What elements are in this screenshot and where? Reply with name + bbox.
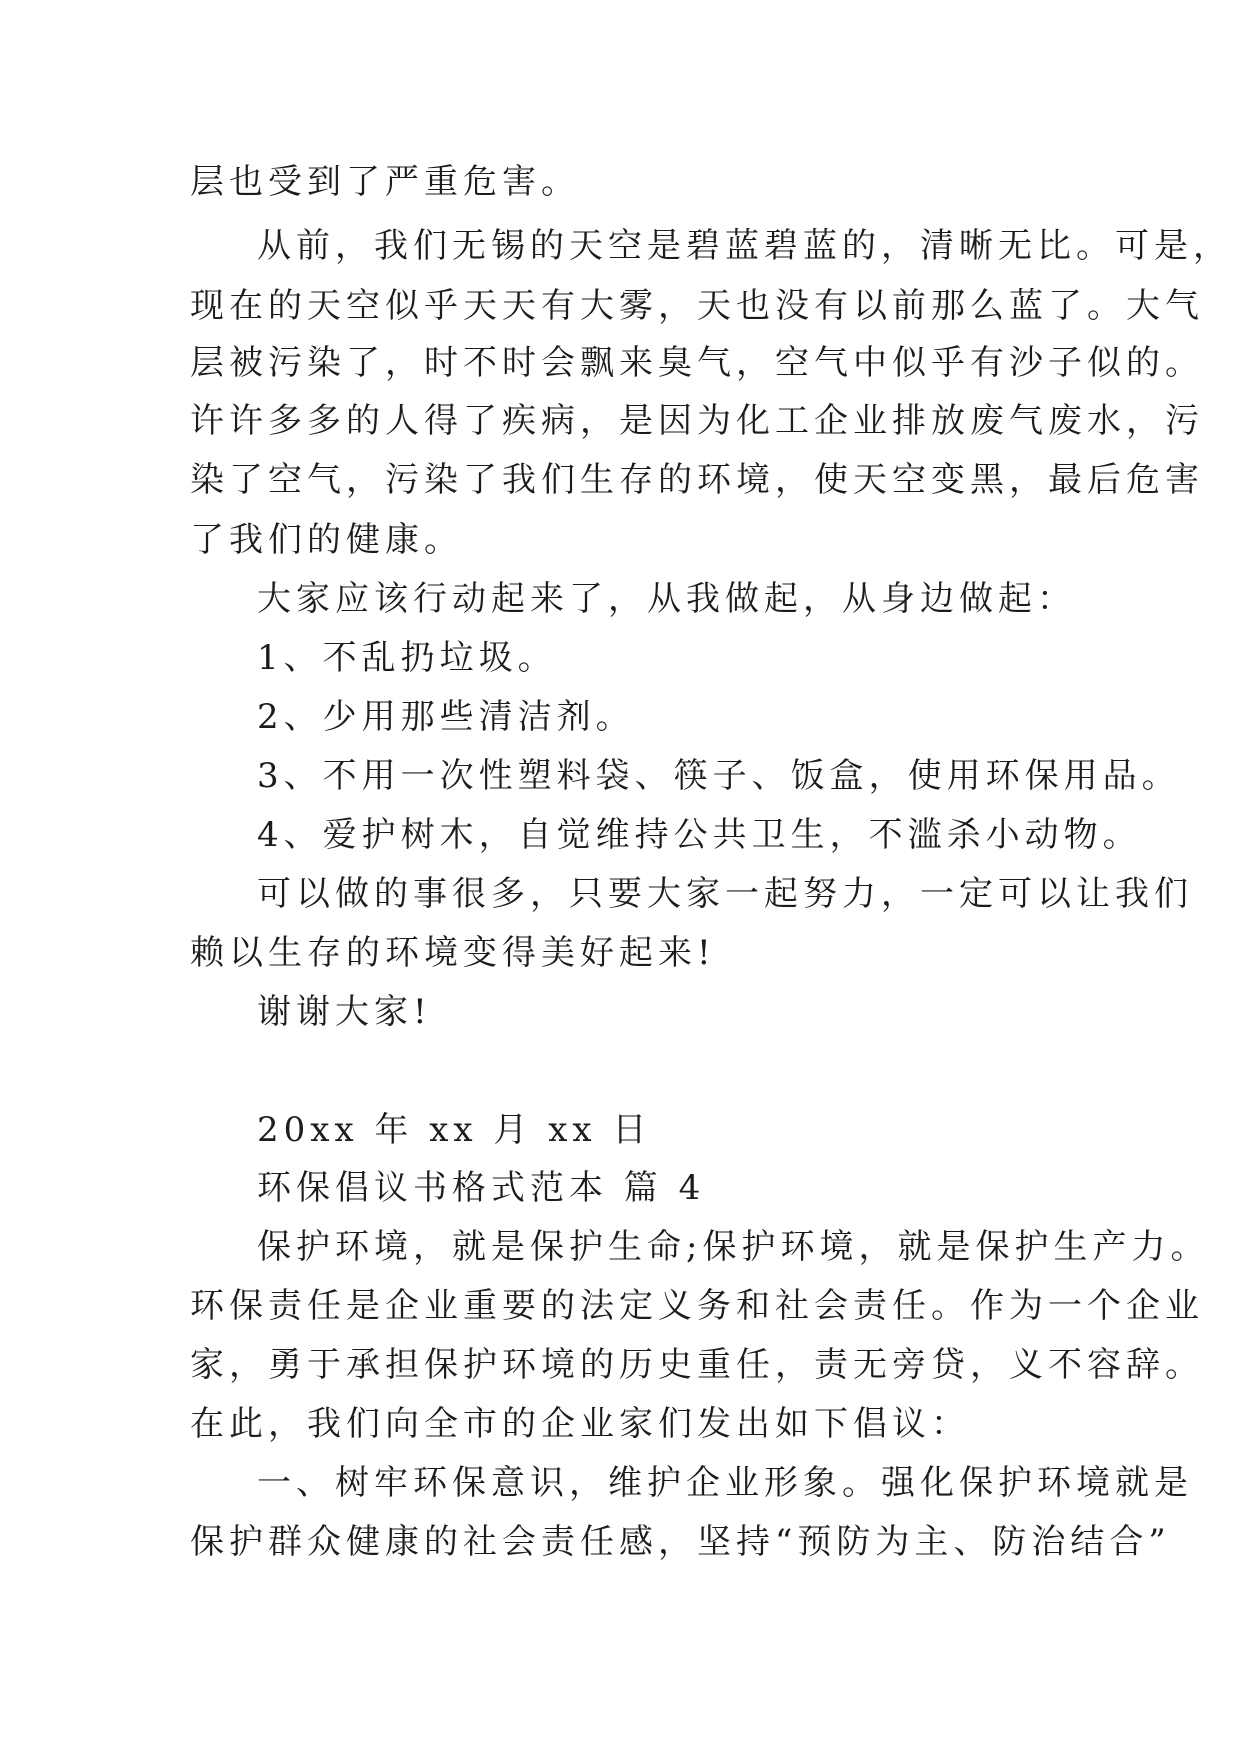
list-item: 4、爱护树木，自觉维持公共卫生，不滥杀小动物。: [257, 815, 1142, 855]
closing-line: 谢谢大家!: [257, 992, 432, 1032]
text-line: 一、树牢环保意识，维护企业形象。强化保护环境就是: [257, 1463, 1193, 1503]
text-line: 现在的天空似乎天天有大雾，天也没有以前那么蓝了。大气: [190, 286, 1204, 326]
text-line: 家，勇于承担保护环境的历史重任，责无旁贷，义不容辞。: [190, 1345, 1204, 1385]
text-line: 赖以生存的环境变得美好起来!: [190, 933, 716, 973]
text-line: 层也受到了严重危害。: [190, 162, 580, 202]
date-line: 20xx 年 xx 月 xx 日: [257, 1110, 652, 1150]
text-line: 许许多多的人得了疾病，是因为化工企业排放废气废水，污: [190, 401, 1204, 441]
text-line: 了我们的健康。: [190, 520, 463, 560]
section-title: 环保倡议书格式范本 篇 4: [257, 1168, 706, 1208]
text-line: 在此，我们向全市的企业家们发出如下倡议：: [190, 1404, 970, 1444]
text-line: 保护群众健康的社会责任感，坚持“预防为主、防治结合”: [190, 1522, 1171, 1562]
list-item: 1、不乱扔垃圾。: [257, 638, 557, 678]
text-line: 保护环境，就是保护生命;保护环境，就是保护生产力。: [257, 1227, 1210, 1267]
text-line: 可以做的事很多，只要大家一起努力，一定可以让我们: [257, 874, 1193, 914]
text-line: 染了空气，污染了我们生存的环境，使天空变黑，最后危害: [190, 460, 1204, 500]
text-line: 从前，我们无锡的天空是碧蓝碧蓝的，清晰无比。可是，: [257, 226, 1232, 266]
text-line: 大家应该行动起来了，从我做起，从身边做起：: [257, 579, 1076, 619]
text-line: 层被污染了，时不时会飘来臭气，空气中似乎有沙子似的。: [190, 343, 1204, 383]
list-item: 3、不用一次性塑料袋、筷子、饭盒，使用环保用品。: [257, 756, 1181, 796]
list-item: 2、少用那些清洁剂。: [257, 697, 635, 737]
text-line: 环保责任是企业重要的法定义务和社会责任。作为一个企业: [190, 1286, 1204, 1326]
